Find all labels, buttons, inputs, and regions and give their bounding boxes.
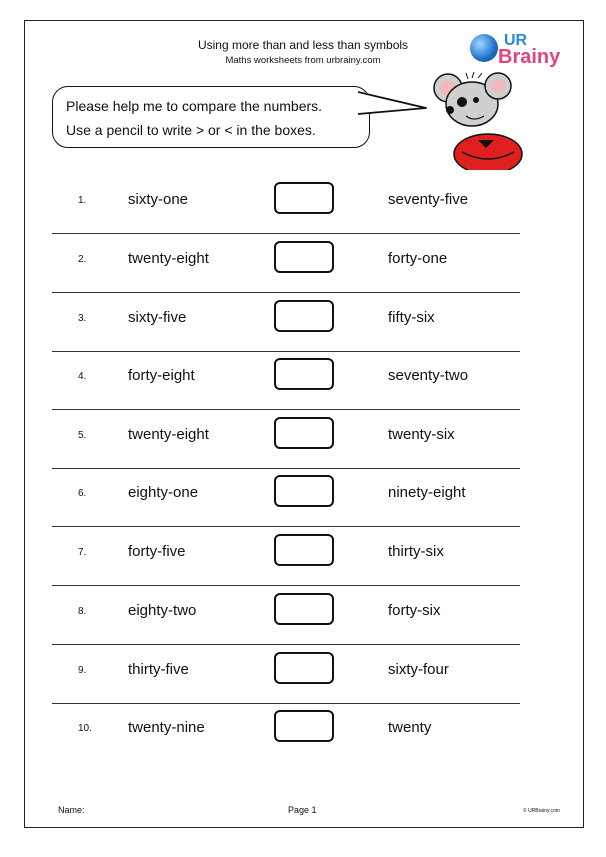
- question-row: [52, 527, 520, 586]
- urbrainy-logo: [468, 30, 563, 70]
- answer-box[interactable]: [274, 241, 334, 273]
- left-number-word: forty-eight: [128, 367, 195, 384]
- answer-box[interactable]: [274, 300, 334, 332]
- left-number-word: forty-five: [128, 543, 186, 560]
- answer-box[interactable]: [274, 358, 334, 390]
- left-number-word: eighty-one: [128, 484, 199, 501]
- question-row: [52, 645, 520, 704]
- answer-box[interactable]: [274, 652, 334, 684]
- right-number-word: seventy-two: [388, 367, 469, 384]
- question-number: 2.: [78, 254, 87, 265]
- bubble-line-2: Use a pencil to write > or < in the boxes.: [66, 122, 316, 138]
- left-number-word: eighty-two: [128, 602, 197, 619]
- right-number-word: forty-one: [388, 250, 448, 267]
- answer-box[interactable]: [274, 593, 334, 625]
- right-number-word: ninety-eight: [388, 484, 466, 501]
- answer-box[interactable]: [274, 417, 334, 449]
- question-row: [52, 468, 520, 527]
- question-number: 5.: [78, 430, 87, 441]
- left-number-word: sixty-one: [128, 191, 189, 208]
- left-number-word: twenty-eight: [128, 426, 209, 443]
- copyright-text: © URBrainy.com: [523, 808, 560, 814]
- right-number-word: thirty-six: [388, 543, 444, 560]
- right-number-word: forty-six: [388, 602, 441, 619]
- question-row: [52, 410, 520, 469]
- logo-brainy-text: Brainy: [498, 46, 561, 68]
- answer-box[interactable]: [274, 710, 334, 742]
- right-number-word: fifty-six: [388, 309, 435, 326]
- name-label: Name:: [58, 805, 85, 815]
- question-number: 8.: [78, 606, 87, 617]
- speech-bubble-tail: [358, 88, 428, 124]
- question-number: 10.: [78, 723, 92, 734]
- question-number: 1.: [78, 195, 87, 206]
- page-number: Page 1: [288, 805, 317, 815]
- question-row: [52, 351, 520, 410]
- right-number-word: twenty: [388, 719, 432, 736]
- page-title: Using more than and less than symbols: [197, 38, 409, 52]
- answer-box[interactable]: [274, 475, 334, 507]
- right-number-word: seventy-five: [388, 191, 469, 208]
- question-row: [52, 586, 520, 645]
- logo-ur-text: UR: [504, 32, 528, 49]
- globe-icon: [470, 34, 498, 62]
- question-number: 4.: [78, 371, 87, 382]
- question-row: [52, 293, 520, 352]
- page-subtitle: Maths worksheets from urbrainy.com: [225, 55, 381, 66]
- question-number: 3.: [78, 313, 87, 324]
- mouse-mascot-icon: [428, 70, 532, 170]
- right-number-word: twenty-six: [388, 426, 455, 443]
- question-number: 7.: [78, 547, 87, 558]
- left-number-word: thirty-five: [128, 661, 189, 678]
- left-number-word: twenty-nine: [128, 719, 205, 736]
- question-number: 6.: [78, 488, 87, 499]
- question-number: 9.: [78, 665, 87, 676]
- left-number-word: sixty-five: [128, 309, 187, 326]
- bubble-text: [66, 94, 366, 142]
- answer-box[interactable]: [274, 534, 334, 566]
- question-row: [52, 234, 520, 293]
- question-row: [52, 703, 520, 761]
- right-number-word: sixty-four: [388, 661, 449, 678]
- answer-box[interactable]: [274, 182, 334, 214]
- left-number-word: twenty-eight: [128, 250, 209, 267]
- bubble-line-1: Please help me to compare the numbers.: [66, 98, 323, 114]
- question-row: [52, 175, 520, 234]
